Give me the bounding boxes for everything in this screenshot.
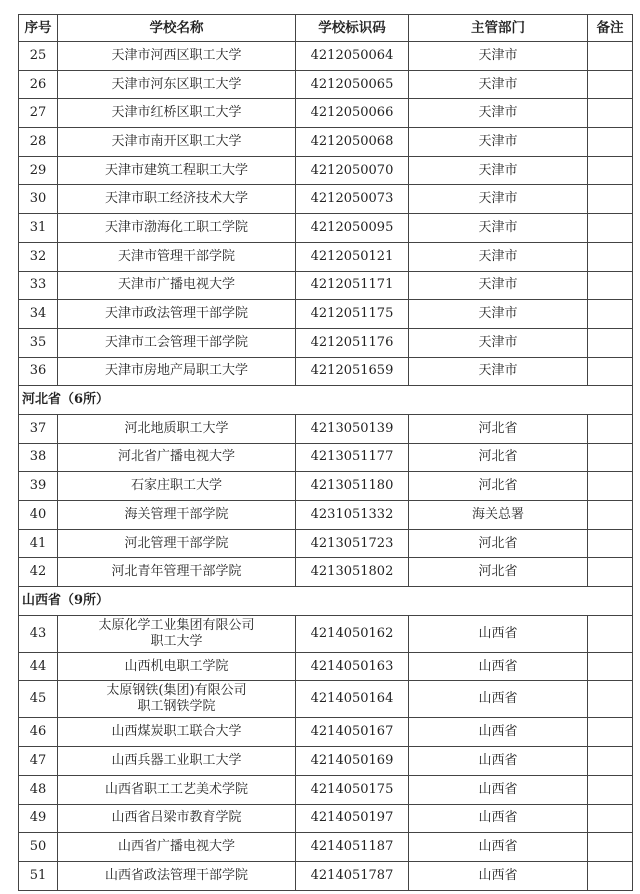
department: 山西省 bbox=[409, 718, 588, 747]
header-row bbox=[19, 15, 633, 42]
school-name-text: 天津市职工经济技术大学 bbox=[104, 191, 248, 207]
school-name-text: 山西煤炭职工联合大学 bbox=[111, 724, 242, 740]
table-row bbox=[19, 70, 633, 99]
table-row bbox=[19, 833, 633, 862]
school-name-text: 河北管理干部学院 bbox=[124, 535, 229, 551]
table-row bbox=[19, 747, 633, 776]
table-row bbox=[19, 861, 633, 890]
note bbox=[588, 501, 633, 530]
school-name-text: 海关管理干部学院 bbox=[124, 506, 229, 522]
school-code: 4214050162 bbox=[296, 615, 409, 652]
department: 山西省 bbox=[409, 652, 588, 681]
school-name bbox=[58, 775, 296, 804]
row-number: 35 bbox=[19, 328, 58, 357]
school-name-text: 天津市南开区职工大学 bbox=[111, 133, 242, 149]
school-code: 4212051171 bbox=[296, 271, 409, 300]
school-code: 4214051187 bbox=[296, 833, 409, 862]
table-row bbox=[19, 529, 633, 558]
note bbox=[588, 414, 633, 443]
row-number: 27 bbox=[19, 99, 58, 128]
department: 海关总署 bbox=[409, 501, 588, 530]
table-row bbox=[19, 472, 633, 501]
school-name-line2: 职工钢铁学院 bbox=[137, 699, 216, 715]
table-row bbox=[19, 300, 633, 329]
row-number: 31 bbox=[19, 214, 58, 243]
department: 天津市 bbox=[409, 271, 588, 300]
school-name-line2: 职工大学 bbox=[150, 633, 203, 649]
table-row bbox=[19, 775, 633, 804]
note bbox=[588, 443, 633, 472]
department: 天津市 bbox=[409, 242, 588, 271]
school-code: 4212050064 bbox=[296, 42, 409, 71]
section-row bbox=[19, 587, 633, 616]
school-name-text: 天津市红桥区职工大学 bbox=[111, 105, 242, 121]
school-name-text: 天津市房地产局职工大学 bbox=[104, 363, 248, 379]
department: 天津市 bbox=[409, 128, 588, 157]
school-name-text: 天津市广播电视大学 bbox=[117, 277, 235, 293]
row-number: 43 bbox=[19, 615, 58, 652]
row-number: 34 bbox=[19, 300, 58, 329]
row-number: 25 bbox=[19, 42, 58, 71]
note bbox=[588, 775, 633, 804]
table-row bbox=[19, 615, 633, 652]
school-code: 4213051180 bbox=[296, 472, 409, 501]
school-name bbox=[58, 156, 296, 185]
row-number: 26 bbox=[19, 70, 58, 99]
school-name-text: 天津市建筑工程职工大学 bbox=[104, 162, 248, 178]
row-number: 38 bbox=[19, 443, 58, 472]
school-name bbox=[58, 529, 296, 558]
note bbox=[588, 472, 633, 501]
note bbox=[588, 615, 633, 652]
department: 天津市 bbox=[409, 156, 588, 185]
header-note: 备注 bbox=[588, 15, 633, 42]
note bbox=[588, 271, 633, 300]
school-code: 4212050066 bbox=[296, 99, 409, 128]
school-code: 4214050163 bbox=[296, 652, 409, 681]
table-row bbox=[19, 681, 633, 718]
department: 天津市 bbox=[409, 328, 588, 357]
note bbox=[588, 99, 633, 128]
row-number: 29 bbox=[19, 156, 58, 185]
department: 河北省 bbox=[409, 414, 588, 443]
section-label: 山西省（9所） bbox=[19, 587, 633, 616]
table-row bbox=[19, 804, 633, 833]
row-number: 28 bbox=[19, 128, 58, 157]
school-name bbox=[58, 501, 296, 530]
school-name bbox=[58, 328, 296, 357]
note bbox=[588, 214, 633, 243]
note bbox=[588, 652, 633, 681]
header-name: 学校名称 bbox=[58, 15, 296, 42]
note bbox=[588, 833, 633, 862]
school-code: 4212050121 bbox=[296, 242, 409, 271]
row-number: 49 bbox=[19, 804, 58, 833]
table-row bbox=[19, 242, 633, 271]
department: 天津市 bbox=[409, 42, 588, 71]
row-number: 36 bbox=[19, 357, 58, 386]
department: 山西省 bbox=[409, 747, 588, 776]
school-code: 4214050169 bbox=[296, 747, 409, 776]
school-name-text: 河北地质职工大学 bbox=[124, 420, 229, 436]
table-row bbox=[19, 718, 633, 747]
note bbox=[588, 128, 633, 157]
school-code: 4213051723 bbox=[296, 529, 409, 558]
row-number: 37 bbox=[19, 414, 58, 443]
department: 天津市 bbox=[409, 300, 588, 329]
row-number: 32 bbox=[19, 242, 58, 271]
school-name bbox=[58, 861, 296, 890]
department: 山西省 bbox=[409, 775, 588, 804]
department: 山西省 bbox=[409, 833, 588, 862]
school-name-text: 山西省职工工艺美术学院 bbox=[104, 781, 248, 797]
school-name-text: 天津市管理干部学院 bbox=[117, 248, 235, 264]
table-row bbox=[19, 414, 633, 443]
school-name-text: 天津市河西区职工大学 bbox=[111, 47, 242, 63]
department: 山西省 bbox=[409, 615, 588, 652]
school-code: 4214050197 bbox=[296, 804, 409, 833]
note bbox=[588, 357, 633, 386]
table-row bbox=[19, 328, 633, 357]
table-row bbox=[19, 99, 633, 128]
school-code: 4213050139 bbox=[296, 414, 409, 443]
row-number: 46 bbox=[19, 718, 58, 747]
school-code: 4212051659 bbox=[296, 357, 409, 386]
school-name-text: 天津市政法管理干部学院 bbox=[104, 306, 248, 322]
table-row bbox=[19, 214, 633, 243]
row-number: 44 bbox=[19, 652, 58, 681]
school-code: 4231051332 bbox=[296, 501, 409, 530]
note bbox=[588, 681, 633, 718]
note bbox=[588, 804, 633, 833]
row-number: 33 bbox=[19, 271, 58, 300]
school-name-text: 山西机电职工学院 bbox=[124, 658, 229, 674]
row-number: 41 bbox=[19, 529, 58, 558]
department: 天津市 bbox=[409, 185, 588, 214]
table-row bbox=[19, 357, 633, 386]
row-number: 48 bbox=[19, 775, 58, 804]
school-name-line1: 太原化学工业集团有限公司 bbox=[98, 617, 255, 633]
table-row bbox=[19, 42, 633, 71]
school-name bbox=[58, 242, 296, 271]
header-dept: 主管部门 bbox=[409, 15, 588, 42]
department: 山西省 bbox=[409, 861, 588, 890]
school-name bbox=[58, 70, 296, 99]
header-code: 学校标识码 bbox=[296, 15, 409, 42]
school-name-line1: 太原钢铁(集团)有限公司 bbox=[106, 683, 247, 699]
school-name bbox=[58, 681, 296, 718]
school-name bbox=[58, 185, 296, 214]
school-name bbox=[58, 128, 296, 157]
school-name-text: 山西兵器工业职工大学 bbox=[111, 752, 242, 768]
department: 天津市 bbox=[409, 99, 588, 128]
table-row bbox=[19, 271, 633, 300]
school-name-text: 山西省广播电视大学 bbox=[117, 839, 235, 855]
school-name bbox=[58, 414, 296, 443]
school-name-text: 天津市河东区职工大学 bbox=[111, 76, 242, 92]
note bbox=[588, 558, 633, 587]
school-name-text: 天津市工会管理干部学院 bbox=[104, 334, 248, 350]
department: 河北省 bbox=[409, 558, 588, 587]
school-name bbox=[58, 99, 296, 128]
table-row bbox=[19, 128, 633, 157]
school-code: 4214050164 bbox=[296, 681, 409, 718]
school-code: 4212050070 bbox=[296, 156, 409, 185]
school-name bbox=[58, 747, 296, 776]
row-number: 50 bbox=[19, 833, 58, 862]
school-code: 4214050167 bbox=[296, 718, 409, 747]
department: 天津市 bbox=[409, 357, 588, 386]
header-no: 序号 bbox=[19, 15, 58, 42]
school-name-text: 河北青年管理干部学院 bbox=[111, 564, 242, 580]
table-row bbox=[19, 501, 633, 530]
row-number: 40 bbox=[19, 501, 58, 530]
table-row bbox=[19, 652, 633, 681]
school-name bbox=[58, 558, 296, 587]
school-name bbox=[58, 833, 296, 862]
school-code: 4213051177 bbox=[296, 443, 409, 472]
section-label: 河北省（6所） bbox=[19, 386, 633, 415]
table-row bbox=[19, 443, 633, 472]
table-row bbox=[19, 156, 633, 185]
school-code: 4212050068 bbox=[296, 128, 409, 157]
note bbox=[588, 242, 633, 271]
school-name-text: 天津市渤海化工职工学院 bbox=[104, 219, 248, 235]
table-row bbox=[19, 185, 633, 214]
school-name-text: 山西省政法管理干部学院 bbox=[104, 867, 248, 883]
note bbox=[588, 328, 633, 357]
school-name-text: 河北省广播电视大学 bbox=[117, 449, 235, 465]
school-table bbox=[18, 14, 633, 891]
note bbox=[588, 156, 633, 185]
section-row bbox=[19, 386, 633, 415]
school-name bbox=[58, 718, 296, 747]
school-name bbox=[58, 652, 296, 681]
note bbox=[588, 300, 633, 329]
row-number: 51 bbox=[19, 861, 58, 890]
school-name bbox=[58, 357, 296, 386]
note bbox=[588, 42, 633, 71]
school-name-text: 石家庄职工大学 bbox=[130, 478, 222, 494]
department: 天津市 bbox=[409, 70, 588, 99]
department: 河北省 bbox=[409, 472, 588, 501]
note bbox=[588, 70, 633, 99]
row-number: 30 bbox=[19, 185, 58, 214]
school-code: 4212050095 bbox=[296, 214, 409, 243]
school-code: 4214051787 bbox=[296, 861, 409, 890]
note bbox=[588, 718, 633, 747]
school-name bbox=[58, 804, 296, 833]
school-name bbox=[58, 615, 296, 652]
school-code: 4212050065 bbox=[296, 70, 409, 99]
department: 山西省 bbox=[409, 804, 588, 833]
school-name bbox=[58, 443, 296, 472]
school-name bbox=[58, 214, 296, 243]
school-code: 4213051802 bbox=[296, 558, 409, 587]
row-number: 42 bbox=[19, 558, 58, 587]
row-number: 39 bbox=[19, 472, 58, 501]
school-name bbox=[58, 42, 296, 71]
department: 河北省 bbox=[409, 529, 588, 558]
school-code: 4212051176 bbox=[296, 328, 409, 357]
school-name-text: 山西省吕梁市教育学院 bbox=[111, 810, 242, 826]
note bbox=[588, 861, 633, 890]
note bbox=[588, 185, 633, 214]
school-code: 4212051175 bbox=[296, 300, 409, 329]
department: 天津市 bbox=[409, 214, 588, 243]
department: 山西省 bbox=[409, 681, 588, 718]
row-number: 45 bbox=[19, 681, 58, 718]
department: 河北省 bbox=[409, 443, 588, 472]
school-code: 4212050073 bbox=[296, 185, 409, 214]
note bbox=[588, 529, 633, 558]
school-name bbox=[58, 300, 296, 329]
row-number: 47 bbox=[19, 747, 58, 776]
school-code: 4214050175 bbox=[296, 775, 409, 804]
table-row bbox=[19, 558, 633, 587]
school-name bbox=[58, 271, 296, 300]
school-name bbox=[58, 472, 296, 501]
note bbox=[588, 747, 633, 776]
